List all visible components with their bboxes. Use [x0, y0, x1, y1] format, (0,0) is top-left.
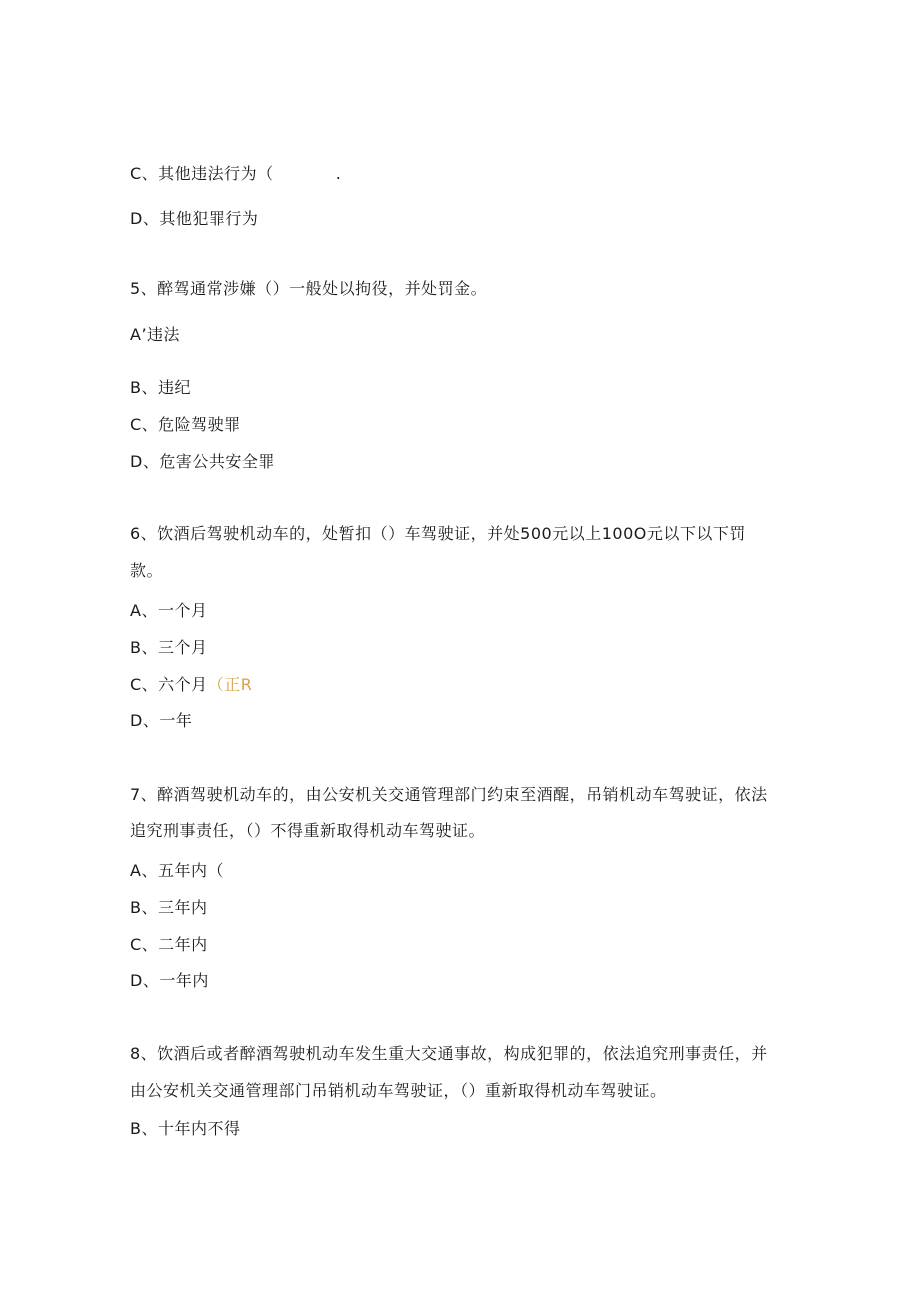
q7-option-c: C、二年内	[130, 935, 208, 954]
q8-option-b: B、十年内不得	[130, 1119, 241, 1138]
q6-option-b: B、三个月	[130, 638, 208, 657]
q6-option-a: A、一个月	[130, 601, 208, 620]
q5-option-a: A’违法	[130, 325, 181, 344]
q8-question-line-2: 由公安机关交通管理部门吊销机动车驾驶证，（）重新取得机动车驾驶证。	[130, 1081, 667, 1100]
q7-question-line-1: 7、醉酒驾驶机动车的，由公安机关交通管理部门约束至酒醒，吊销机动车驾驶证，依法	[130, 785, 768, 804]
q6-question-line-1: 6、饮酒后驾驶机动车的，处暂扣（）车驾驶证，并处500元以上100O元以下以下罚	[130, 524, 746, 543]
q7-question-line-2: 追究刑事责任，（）不得重新取得机动车驾驶证。	[130, 821, 486, 840]
q6-option-d: D、一年	[130, 711, 193, 730]
q7-option-d: D、一年内	[130, 971, 209, 990]
q6-option-c-text: C、六个月	[130, 675, 208, 694]
q7-option-b: B、三年内	[130, 898, 208, 917]
q4-option-c	[130, 164, 341, 184]
answer-mark: （正R	[207, 675, 253, 694]
q6-question-line-2: 款。	[130, 561, 164, 580]
q4-option-c-text: C、其他违法行为（	[130, 164, 274, 183]
q8-question-line-1: 8、饮酒后或者醉酒驾驶机动车发生重大交通事故，构成犯罪的，依法追究刑事责任，并	[130, 1044, 768, 1063]
q5-option-b: B、违纪	[130, 378, 191, 397]
q4-option-d: D、其他犯罪行为	[130, 209, 259, 228]
q5-question: 5、醉驾通常涉嫌（）一般处以拘役，并处罚金。	[130, 279, 488, 298]
q6-option-c	[130, 675, 252, 695]
q5-option-c: C、危险驾驶罪	[130, 415, 241, 434]
q4-option-c-suffix: .	[335, 164, 342, 183]
q5-option-d: D、危害公共安全罪	[130, 452, 275, 471]
q7-option-a: A、五年内（	[130, 861, 224, 880]
